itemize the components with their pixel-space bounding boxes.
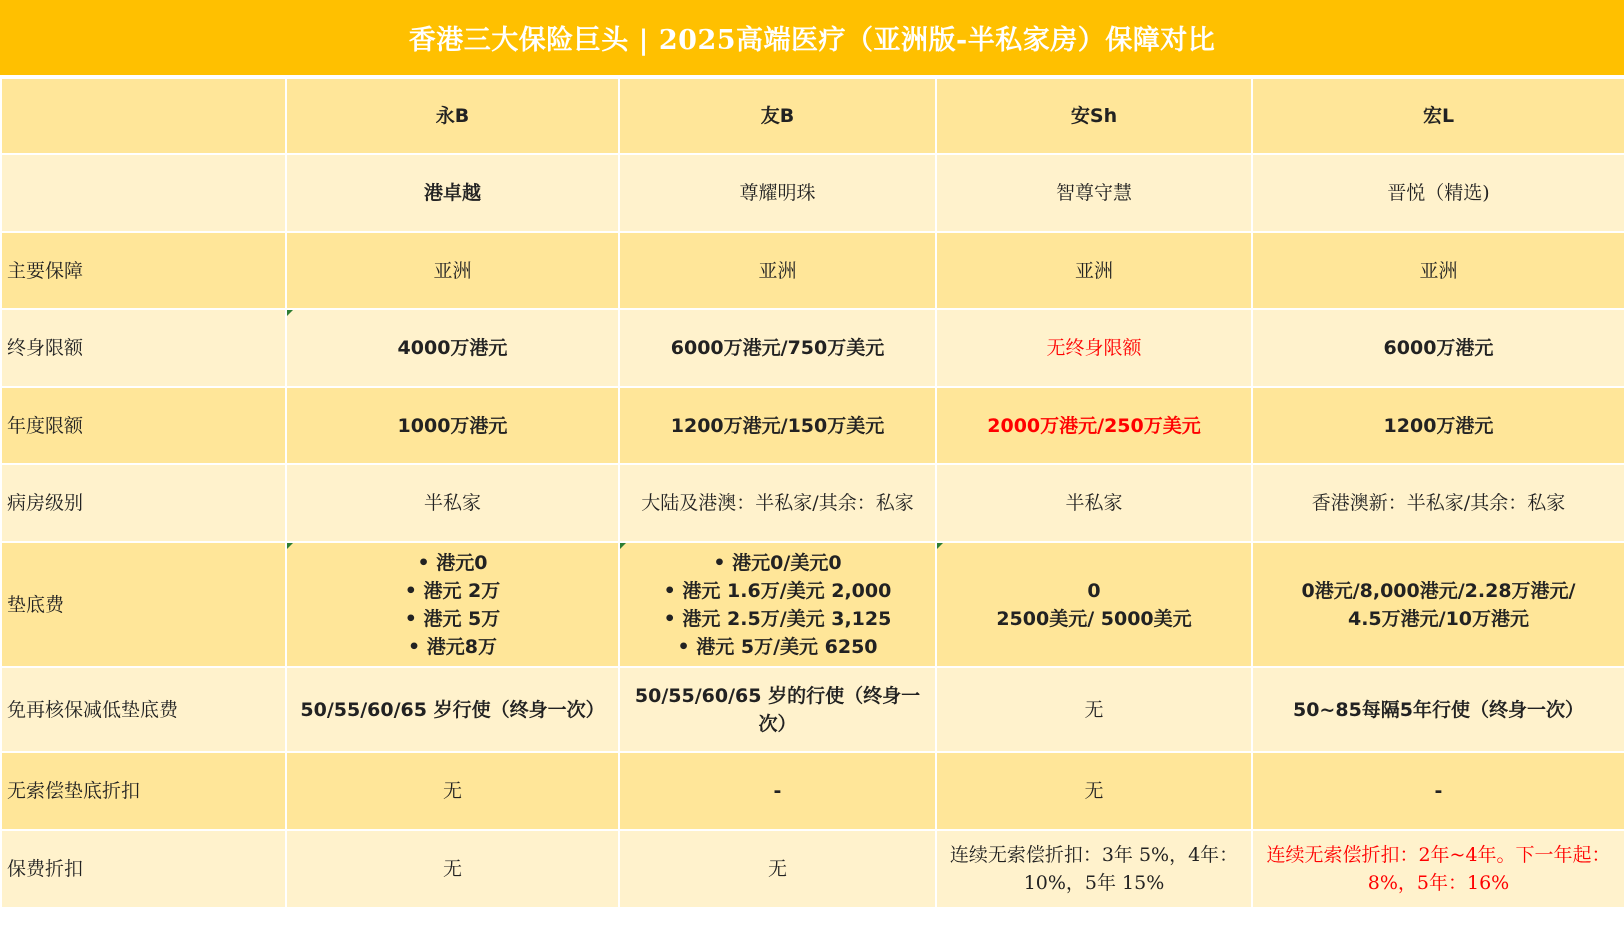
no-underwriting-row (1, 667, 1624, 752)
header-blank-cell (1, 78, 286, 154)
cell: - (619, 752, 936, 830)
cell-highlight: 2000万港元/250万美元 (936, 387, 1252, 464)
cell: 亚洲 (619, 232, 936, 309)
comparison-table (0, 77, 1624, 909)
cell: 无 (619, 830, 936, 908)
row-label: 垫底费 (1, 542, 286, 667)
cell: 无 (936, 752, 1252, 830)
page-title: 香港三大保险巨头 | 2025高端医疗（亚洲版-半私家房）保障对比 (0, 0, 1624, 75)
cell: 1200万港元 (1252, 387, 1624, 464)
list-item: 0 (1087, 579, 1101, 602)
lifetime-limit-row (1, 309, 1624, 387)
row-label: 免再核保减低垫底费 (1, 667, 286, 752)
cell: 50/55/60/65 岁的行使（终身一次） (619, 667, 936, 752)
deductible-row (1, 542, 1624, 667)
list-item: • 港元0/美元0 (713, 551, 842, 574)
plan-name: 港卓越 (286, 154, 619, 232)
cell: - (1252, 752, 1624, 830)
row-label: 终身限额 (1, 309, 286, 387)
cell: 亚洲 (1252, 232, 1624, 309)
row-label: 病房级别 (1, 464, 286, 542)
company-name: 安Sh (936, 78, 1252, 154)
list-item: • 港元 2.5万/美元 3,125 (663, 607, 892, 630)
cell (936, 542, 1252, 667)
cell: 4000万港元 (286, 309, 619, 387)
cell: 1000万港元 (286, 387, 619, 464)
coverage-row (1, 232, 1624, 309)
company-name: 永B (286, 78, 619, 154)
list-item: 2500美元/ 5000美元 (996, 607, 1192, 630)
cell: 大陆及港澳：半私家/其余：私家 (619, 464, 936, 542)
cell: 无 (936, 667, 1252, 752)
annual-limit-row (1, 387, 1624, 464)
row-label: 保费折扣 (1, 830, 286, 908)
cell: 1200万港元/150万美元 (619, 387, 936, 464)
cell: 6000万港元/750万美元 (619, 309, 936, 387)
plan-name: 智尊守慧 (936, 154, 1252, 232)
row-label: 年度限额 (1, 387, 286, 464)
cell: 无 (286, 752, 619, 830)
plan-name: 晋悦（精选) (1252, 154, 1624, 232)
row-label: 无索偿垫底折扣 (1, 752, 286, 830)
cell: 无 (286, 830, 619, 908)
cell: 6000万港元 (1252, 309, 1624, 387)
list-item: • 港元 2万 (404, 579, 501, 602)
cell: 亚洲 (936, 232, 1252, 309)
cell (619, 542, 936, 667)
cell (286, 542, 619, 667)
plan-name: 尊耀明珠 (619, 154, 936, 232)
cell: 半私家 (286, 464, 619, 542)
cell-highlight: 连续无索偿折扣：2年~4年。下一年起：8%，5年：16% (1252, 830, 1624, 908)
list-item: • 港元 5万/美元 6250 (677, 635, 878, 658)
list-item: 0港元/8,000港元/2.28万港元/ (1301, 579, 1576, 602)
company-name: 友B (619, 78, 936, 154)
list-item: • 港元8万 (408, 635, 497, 658)
cell: 半私家 (936, 464, 1252, 542)
list-item: • 港元 5万 (404, 607, 501, 630)
cell: 亚洲 (286, 232, 619, 309)
cell-highlight: 无终身限额 (936, 309, 1252, 387)
cell: 50/55/60/65 岁行使（终身一次） (286, 667, 619, 752)
plan-blank-cell (1, 154, 286, 232)
row-label: 主要保障 (1, 232, 286, 309)
list-item: • 港元0 (417, 551, 488, 574)
company-header-row (1, 78, 1624, 154)
premium-discount-row (1, 830, 1624, 908)
ward-class-row (1, 464, 1624, 542)
no-claim-deductible-row (1, 752, 1624, 830)
cell: 香港澳新：半私家/其余：私家 (1252, 464, 1624, 542)
list-item: 4.5万港元/10万港元 (1347, 607, 1530, 630)
cell (1252, 542, 1624, 667)
cell: 连续无索偿折扣：3年 5%，4年：10%，5年 15% (936, 830, 1252, 908)
cell: 50~85每隔5年行使（终身一次） (1252, 667, 1624, 752)
list-item: • 港元 1.6万/美元 2,000 (663, 579, 892, 602)
company-name: 宏L (1252, 78, 1624, 154)
plan-name-row (1, 154, 1624, 232)
